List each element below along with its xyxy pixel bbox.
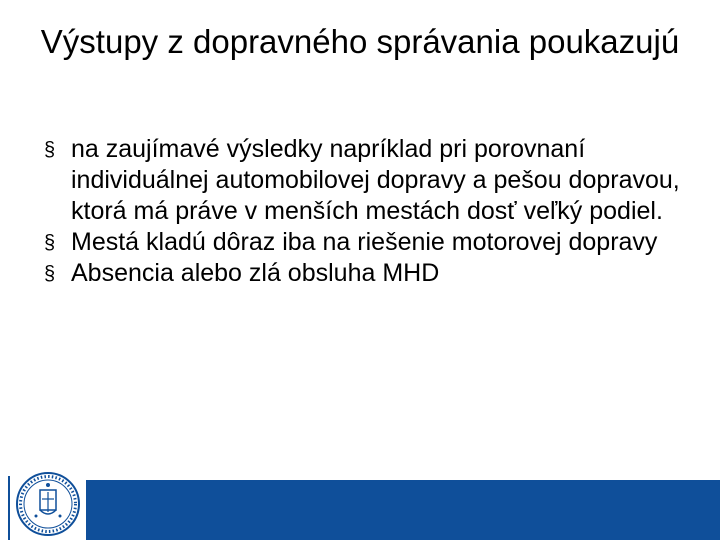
university-seal-icon <box>14 470 82 538</box>
bullet-item <box>44 134 684 227</box>
bullet-item <box>44 227 684 258</box>
bullet-list <box>44 134 684 289</box>
bullet-text: Absencia alebo zlá obsluha MHD <box>71 259 440 287</box>
bullet-text: Mestá kladú dôraz iba na riešenie motorovej dopravy <box>71 228 658 256</box>
bullet-marker-icon: § <box>44 139 56 161</box>
logo-frame-line <box>8 476 10 540</box>
slide-title: Výstupy z dopravného správania poukazujú <box>40 23 680 60</box>
bullet-text: na zaujímavé výsledky napríklad pri porovnaní individuálnej automobilovej dopravy a pešou dopravou, ktorá má práve v menších mestách dosť veľký podiel. <box>71 135 680 225</box>
bullet-item <box>44 258 684 289</box>
footer-bar <box>84 480 720 540</box>
bullet-marker-icon: § <box>44 263 56 285</box>
bullet-marker-icon: § <box>44 232 56 254</box>
